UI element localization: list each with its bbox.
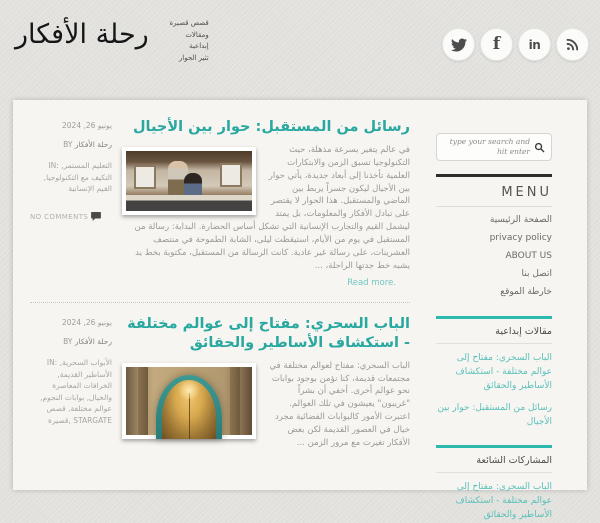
by-label: BY bbox=[63, 140, 73, 149]
column-shape bbox=[138, 367, 148, 435]
article-magic-door bbox=[30, 315, 410, 450]
linkedin-icon: in bbox=[528, 37, 541, 52]
search-input[interactable] bbox=[436, 133, 552, 161]
in-label: IN: bbox=[46, 357, 58, 367]
menu-item-about-us[interactable]: ABOUT US bbox=[505, 251, 552, 261]
glow-highlight bbox=[176, 381, 202, 399]
comments-label: NO COMMENTS bbox=[30, 213, 89, 222]
article-date: يونيو 26, 2024 bbox=[62, 121, 112, 130]
window-shape bbox=[220, 163, 242, 187]
article-meta bbox=[30, 118, 122, 288]
door-split-line bbox=[189, 393, 190, 439]
kitchen-counter-shape bbox=[126, 195, 252, 211]
social-links bbox=[442, 28, 589, 61]
content-card bbox=[13, 100, 587, 520]
article-title[interactable]: رسائل من المستقبل: حوار بين الأجيال bbox=[132, 119, 410, 135]
article-categories bbox=[30, 160, 112, 195]
kitchen-scene-art bbox=[126, 151, 252, 211]
article-title[interactable]: الباب السحري: مفتاح إلى عوالم مختلفة - استكشاف الأساطير والحقائق bbox=[127, 315, 410, 351]
by-label: BY bbox=[63, 336, 73, 346]
popular-posts-heading: المشاركات الشائعة bbox=[436, 448, 552, 473]
menu-list bbox=[436, 211, 552, 301]
tagline-line: ومقالات bbox=[185, 30, 209, 39]
article-categories bbox=[30, 357, 112, 427]
article-excerpt: في عالم يتغير بسرعة مذهلة، حيث التكنولوجيا تسبق الزمن والابتكارات العلمية تأخذنا إلى أبعاد جديدة، يأتي حوار بين الأجيال ليكون جسراً يربط بين الماضي والمستقبل. هذا الحوار لا يقتصر على تبادل الأفكار والمعلومات، بل يمتد ليشمل القيم والتجارب الإنسانية التي تشكل أساس الحضارة. البداية: رسالة من المستقبل في يوم من الأيام، استيقظت ليلى، الشابة الطموحة في منتصف العشرينات، على رسالة غير عادية. كانت الرسالة من المستقبل، مكتوبة بخط يد يشبه خط جدتها الراحلة، ... bbox=[134, 144, 410, 271]
tagline-line: تثير الحوار bbox=[178, 53, 209, 62]
menu-item-privacy-policy[interactable]: privacy policy bbox=[489, 233, 552, 243]
column-shape bbox=[230, 367, 240, 435]
search-icon bbox=[534, 138, 545, 157]
article-byline bbox=[30, 140, 112, 149]
twitter-icon bbox=[451, 37, 467, 53]
tagline-line: إبداعية bbox=[189, 42, 209, 51]
rss-icon bbox=[565, 37, 580, 52]
article-byline bbox=[30, 337, 112, 346]
comments-link[interactable] bbox=[30, 212, 112, 223]
author-link[interactable]: رحلة الأفكار bbox=[74, 140, 112, 149]
article-thumbnail[interactable] bbox=[122, 363, 256, 439]
sidebar-post-link-future-messages[interactable]: رسائل من المستقبل: حوار بين الأجيال bbox=[437, 402, 552, 427]
site-title[interactable]: رحلة الأفكار bbox=[15, 19, 149, 50]
search-placeholder: type your search and hit enter bbox=[449, 136, 530, 156]
sidebar bbox=[436, 118, 552, 523]
read-more-link[interactable]: Read more. bbox=[347, 277, 396, 288]
article-content bbox=[122, 315, 410, 450]
linkedin-button[interactable] bbox=[518, 28, 551, 61]
menu-heading: MENU bbox=[501, 185, 552, 200]
article-content bbox=[122, 118, 410, 288]
menu-divider bbox=[436, 206, 552, 207]
menu-item-home[interactable]: الصفحة الرئيسية bbox=[489, 215, 552, 225]
site-tagline bbox=[155, 18, 209, 64]
comment-bubble-icon bbox=[91, 212, 101, 223]
menu-item-contact-us[interactable]: اتصل بنا bbox=[521, 269, 552, 279]
tagline-line: قصص قصيرة bbox=[169, 19, 209, 27]
author-link[interactable]: رحلة الأفكار bbox=[74, 336, 112, 346]
article-excerpt: الباب السحري: مفتاح لعوالم مختلفة في مجتمعات قديمة، كنا نؤمن بوجود بوابات نحو عوالم أخرى. أخفي أن بشراً "غريبون" يعيشون في تلك العوالم. اعتبرت الأمور كالبوابات الفضائية مجرد خيال في العصور القديمة لكن بعض الأفكار تغيرت مع مرور الزمن ... bbox=[269, 360, 410, 449]
category-links[interactable]: الأبواب السحرية, الأساطير القديمة, الخرافات المعاصرة والخيال, بوابات النجوم, عوالم مختلفة, قصص قصيرة, STARGATE bbox=[40, 357, 112, 426]
rss-button[interactable] bbox=[556, 28, 589, 61]
category-links[interactable]: التعليم المستمر, التكيف مع التكنولوجيا, القيم الإنسانية bbox=[43, 161, 112, 194]
site-branding bbox=[15, 16, 209, 64]
twitter-button[interactable] bbox=[442, 28, 475, 61]
site-header bbox=[0, 0, 600, 100]
window-shape bbox=[134, 165, 156, 189]
menu-item-sitemap[interactable]: خارطة الموقع bbox=[500, 287, 552, 297]
article-date: يونيو 26, 2024 bbox=[62, 317, 112, 327]
article-messages-from-future bbox=[30, 118, 410, 288]
facebook-icon: f bbox=[492, 34, 501, 54]
articles-list bbox=[30, 118, 410, 523]
magic-door-art bbox=[126, 367, 252, 435]
creative-articles-heading: مقالات إبداعية bbox=[436, 319, 552, 344]
in-label: IN: bbox=[48, 161, 59, 170]
sidebar-post-link-magic-door[interactable]: الباب السحري: مفتاح إلى عوالم مختلفة - استكشاف الأساطير والحقائق bbox=[455, 353, 552, 391]
popular-post-link-magic-door[interactable]: الباب السحري: مفتاح إلى عوالم مختلفة - استكشاف الأساطير والحقائق bbox=[455, 481, 552, 520]
article-meta bbox=[30, 315, 122, 450]
menu-top-divider bbox=[436, 174, 552, 177]
article-thumbnail[interactable] bbox=[122, 147, 256, 215]
article-separator bbox=[30, 302, 410, 303]
arch-shape bbox=[156, 375, 222, 439]
facebook-button[interactable] bbox=[480, 28, 513, 61]
